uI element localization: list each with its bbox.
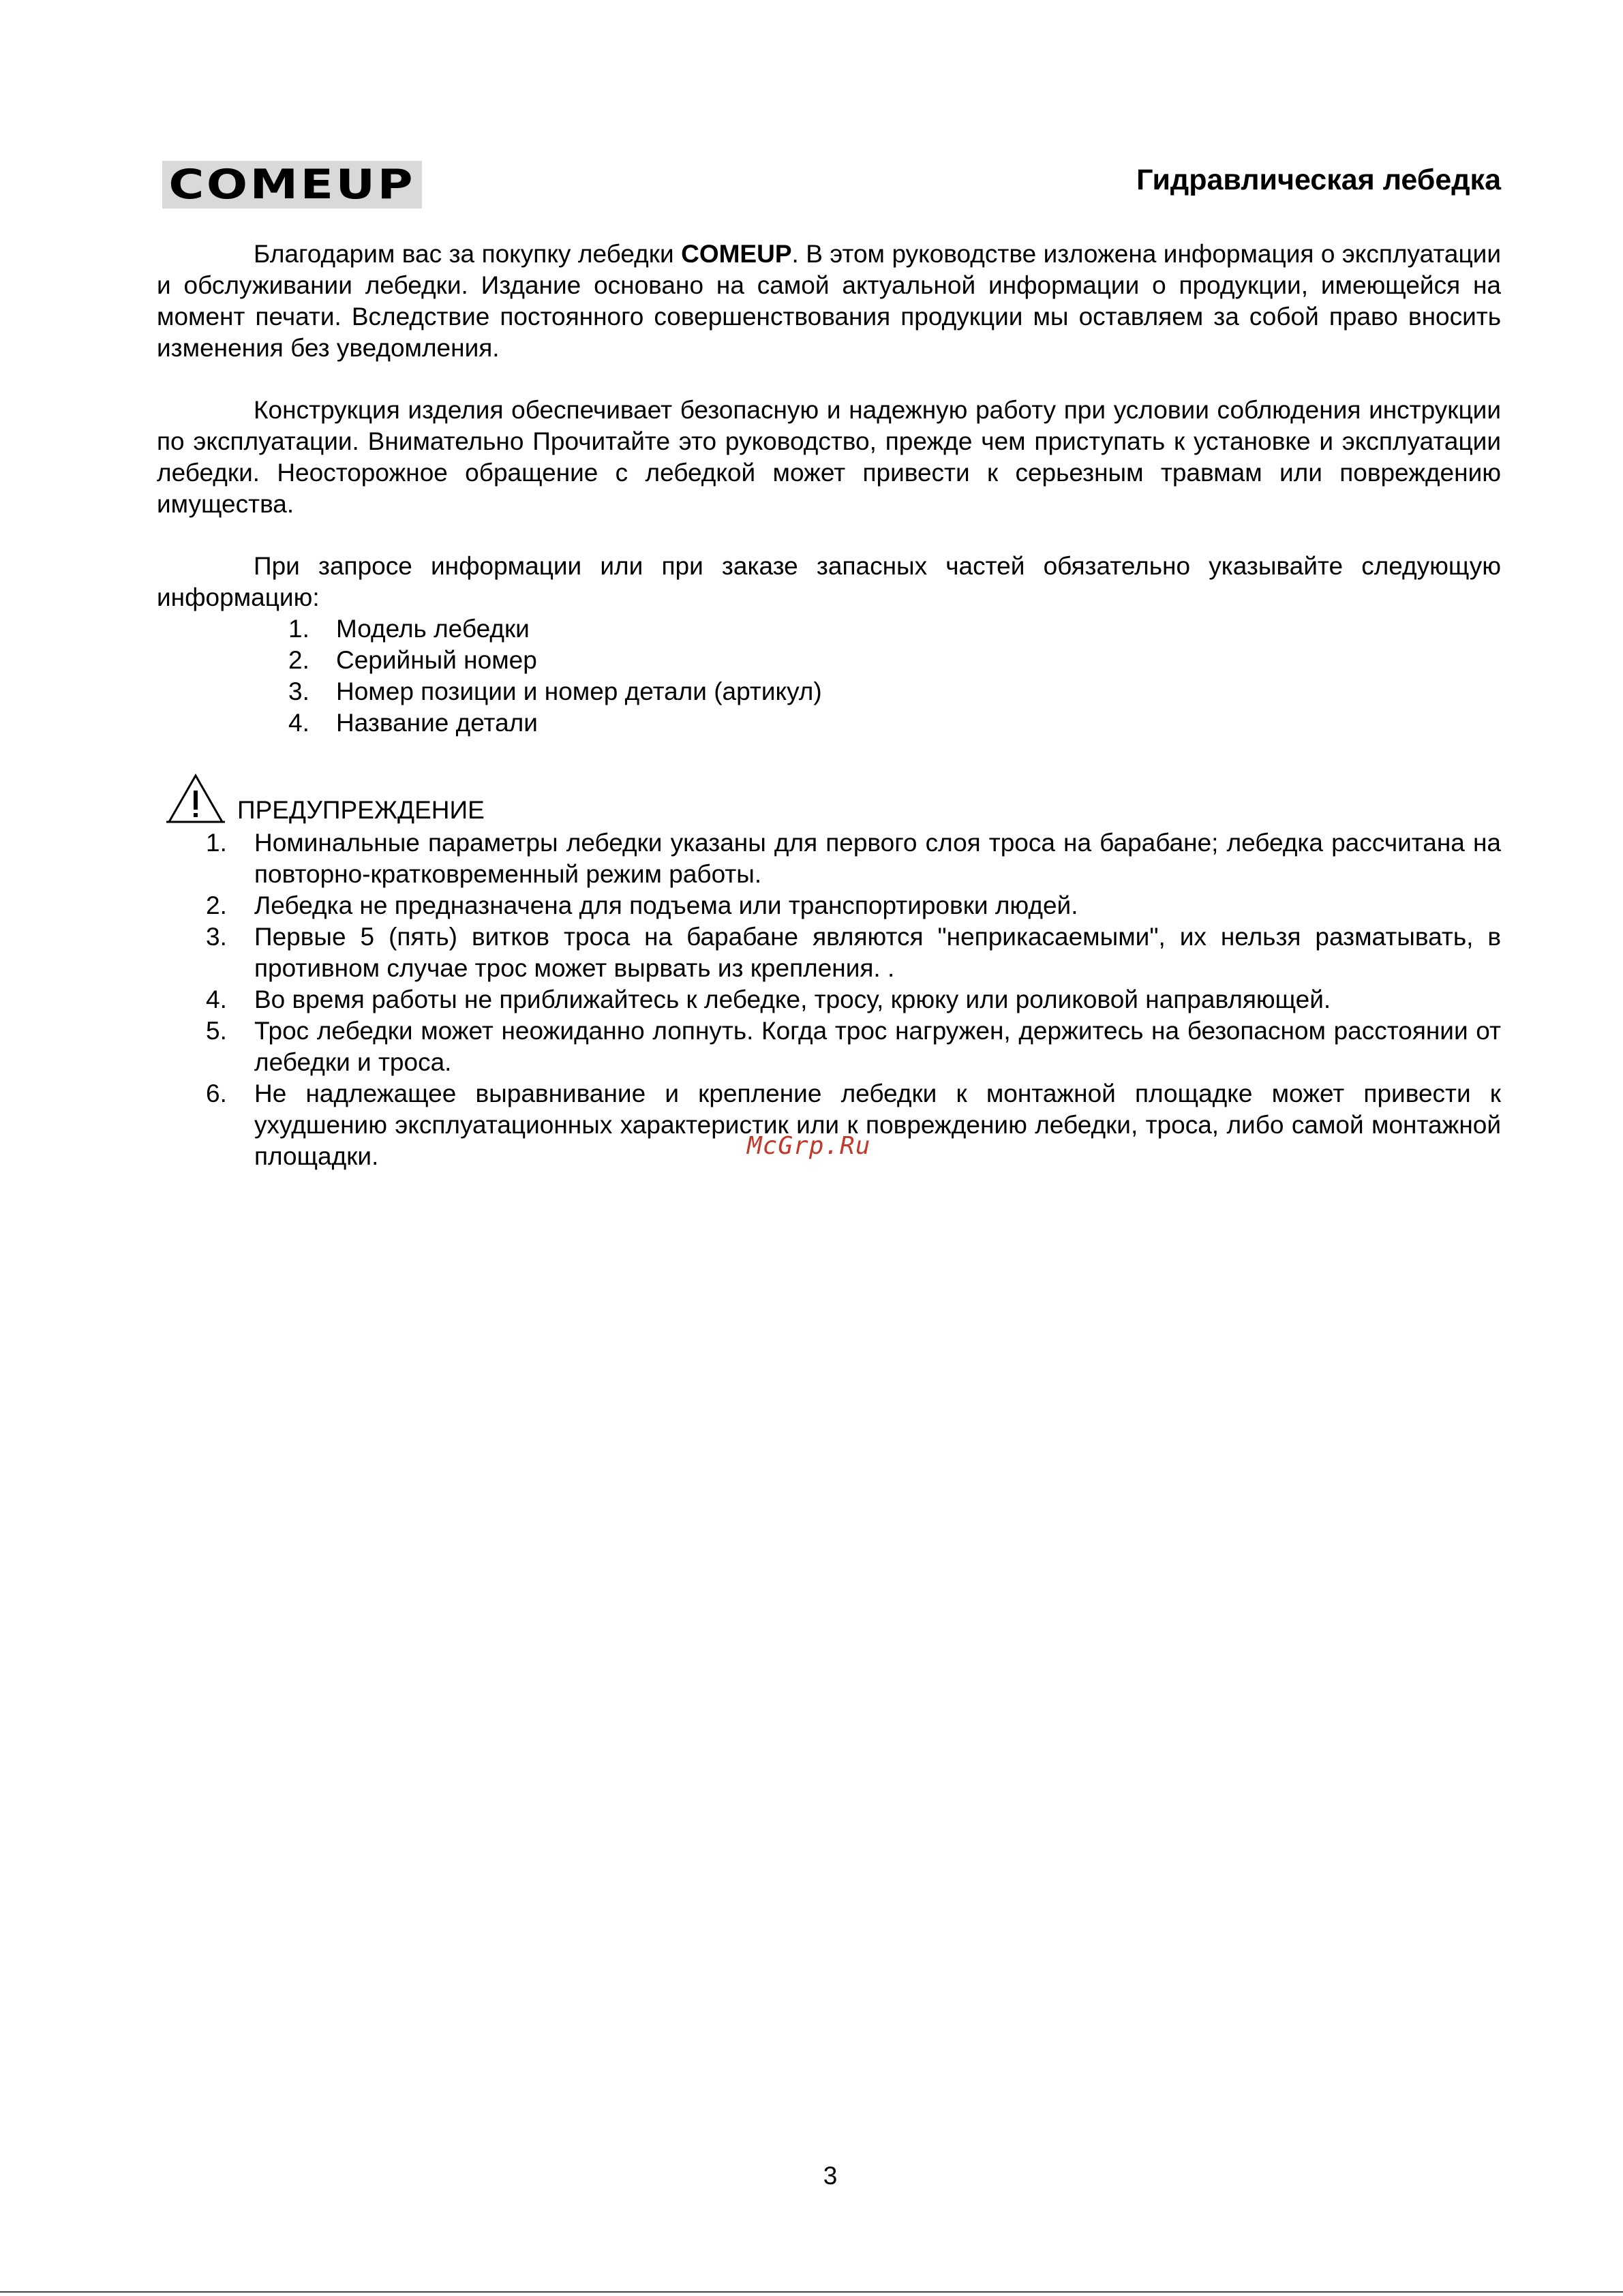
warning-item-number: 5. (206, 1017, 227, 1045)
warning-label: ПРЕДУПРЕЖДЕНИЕ (237, 796, 485, 824)
warning-item-number: 1. (206, 829, 227, 857)
list-item-text: Номер позиции и номер детали (артикул) (336, 677, 822, 705)
list-item (157, 707, 1501, 739)
warning-item-text: Лебедка не предназначена для подъема или транспортировки людей. (254, 891, 1078, 919)
document-body (157, 239, 1501, 1172)
list-item-text: Серийный номер (336, 646, 537, 674)
bottom-divider (0, 2291, 1623, 2293)
warning-item-number: 2. (206, 891, 227, 919)
list-item-number: 4. (288, 709, 309, 737)
warning-item-number: 3. (206, 923, 227, 951)
list-item-number: 3. (288, 677, 309, 705)
list-item-text: Название детали (336, 709, 538, 737)
list-item-number: 1. (288, 615, 309, 643)
document-title: Гидравлическая лебедка (1136, 164, 1501, 196)
warning-item-number: 4. (206, 985, 227, 1013)
warning-item (157, 921, 1501, 984)
list-item (157, 645, 1501, 676)
info-list (157, 613, 1501, 739)
page-number: 3 (823, 2162, 838, 2190)
warning-item (157, 890, 1501, 921)
safety-paragraph: Конструкция изделия обеспечивает безопасную и надежную работу при условии соблюдения инструкции по эксплуатации. Внимательно Прочитайте это руководство, прежде чем приступать к установке и эксплуатации лебедки. Неосторожное обращение с лебедкой может привести к серьезным травмам или повреждению имущества. (157, 396, 1501, 518)
warning-item (157, 827, 1501, 890)
watermark-link[interactable]: McGrp.Ru (747, 1132, 871, 1160)
warning-item-number: 6. (206, 1080, 227, 1107)
intro-text-end: . В этом руководстве изложена информация о эксплуатации и обслуживании лебедки. Издание основано на самой актуальной информации о продукции, имеющейся на момент печати. Вследствие постоянного совершенствования продукции мы оставляем за собой право вносить изменения без уведомления. (157, 240, 1502, 362)
comeup-logo (162, 161, 422, 209)
list-item (157, 676, 1501, 707)
warning-list (157, 827, 1501, 1172)
intro-paragraph (157, 239, 1501, 364)
warning-item-text: Не надлежащее выравнивание и крепление лебедки к монтажной площадке может привести к ухудшению эксплуатационных характеристик или к повреждению лебедки, троса, либо самой монтажной площадки. (254, 1080, 1501, 1170)
list-item-number: 2. (288, 646, 309, 674)
intro-text-start: Благодарим вас за покупку лебедки (254, 240, 682, 268)
request-paragraph: При запросе информации или при заказе запасных частей обязательно указывайте следующую информацию: (157, 552, 1501, 611)
list-item-text: Модель лебедки (336, 615, 530, 643)
warning-triangle-icon (166, 773, 225, 825)
warning-item-text: Трос лебедки может неожиданно лопнуть. Когда трос нагружен, держитесь на безопасном расстоянии от лебедки и троса. (254, 1017, 1501, 1076)
warning-item-text: Номинальные параметры лебедки указаны для первого слоя троса на барабане; лебедка рассчитана на повторно-кратковременный режим работы. (254, 829, 1501, 888)
warning-item (157, 1015, 1501, 1078)
warning-heading (157, 773, 1501, 827)
warning-item-text: Первые 5 (пять) витков троса на барабане являются "неприкасаемыми", их нельзя разматывать, в противном случае трос может вырвать из крепления. . (254, 923, 1501, 982)
brand-name: COMEUP (681, 240, 792, 268)
list-item (157, 613, 1501, 645)
warning-item (157, 984, 1501, 1015)
warning-item-text: Во время работы не приближайтесь к лебедке, тросу, крюку или роликовой направляющей. (254, 985, 1331, 1013)
logo-text: COMEUP (168, 161, 416, 209)
